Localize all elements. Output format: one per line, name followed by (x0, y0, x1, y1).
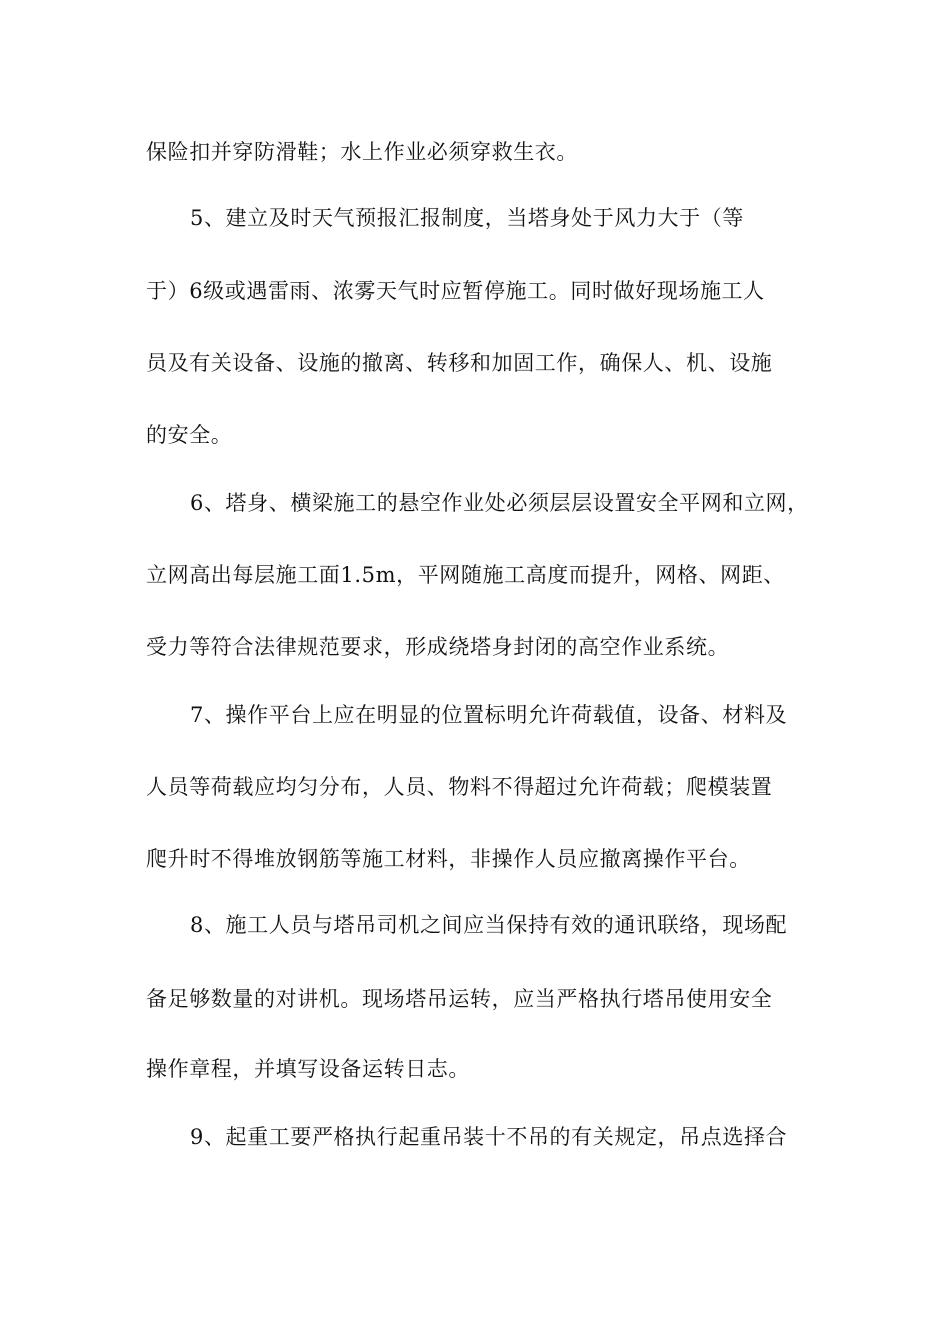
text-line: 保险扣并穿防滑鞋；水上作业必须穿救生衣。 (146, 140, 578, 164)
text-line: 爬升时不得堆放钢筋等施工材料，非操作人员应撤离操作平台。 (146, 847, 751, 871)
text-line: 的安全。 (146, 423, 233, 447)
paragraph-8-start: 8、施工人员与塔吊司机之间应当保持有效的通讯联络，现场配 (190, 913, 788, 937)
text-line: 人员等荷载应均匀分布，人员、物料不得超过允许荷载；爬模装置 (146, 775, 773, 799)
paragraph-9-start: 9、起重工要严格执行起重吊装十不吊的有关规定，吊点选择合 (190, 1125, 788, 1149)
text-line: 受力等符合法律规范要求，形成绕塔身封闭的高空作业系统。 (146, 635, 730, 659)
paragraph-7-start: 7、操作平台上应在明显的位置标明允许荷载值，设备、材料及 (190, 703, 788, 727)
paragraph-6-start: 6、塔身、横梁施工的悬空作业处必须层层设置安全平网和立网， (190, 491, 809, 515)
text-line: 员及有关设备、设施的撤离、转移和加固工作，确保人、机、设施 (146, 351, 773, 375)
text-line: 立网高出每层施工面1.5m，平网随施工高度而提升，网格、网距、 (146, 563, 785, 587)
paragraph-5-start: 5、建立及时天气预报汇报制度，当塔身处于风力大于（等 (190, 206, 744, 230)
text-line: 于）6级或遇雷雨、浓雾天气时应暂停施工。同时做好现场施工人 (146, 279, 765, 303)
text-line: 备足够数量的对讲机。现场塔吊运转，应当严格执行塔吊使用安全 (146, 987, 773, 1011)
text-line: 操作章程，并填写设备运转日志。 (146, 1057, 470, 1081)
